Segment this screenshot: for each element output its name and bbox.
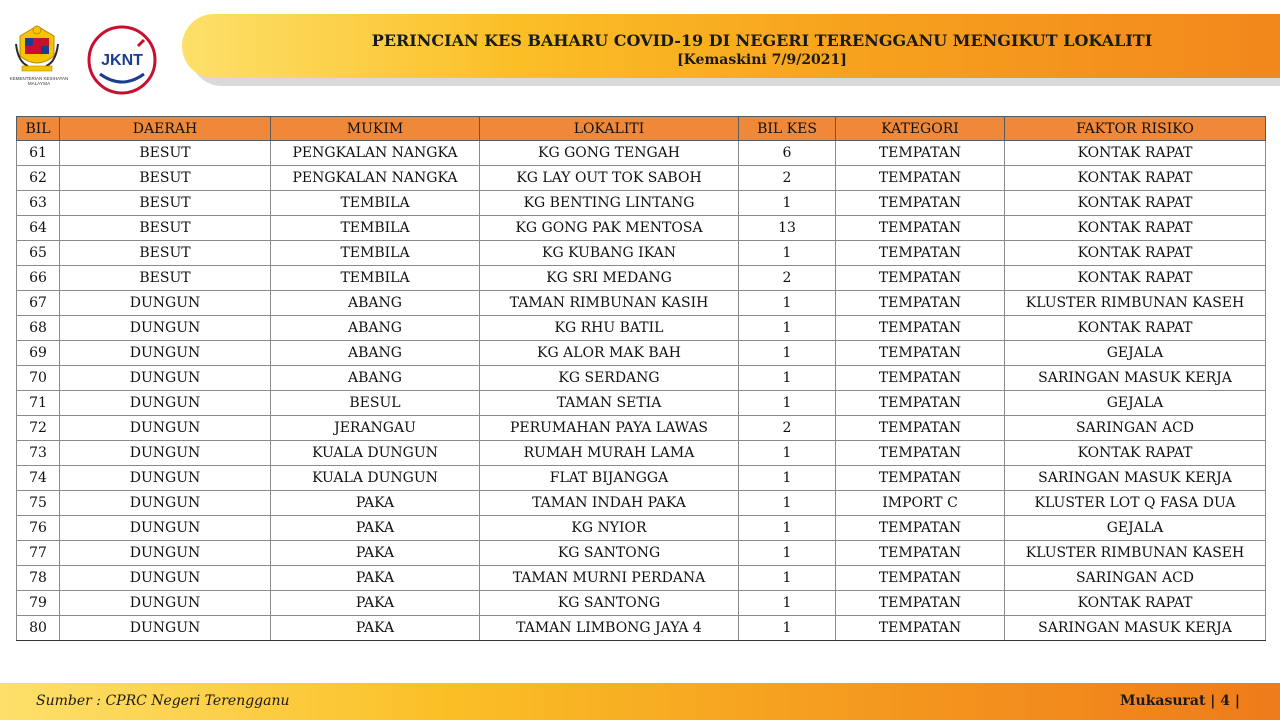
bil-cell: 74 [17, 466, 60, 491]
kategori-cell: TEMPATAN [836, 516, 1005, 541]
daerah-cell: DUNGUN [60, 616, 271, 641]
daerah-cell: BESUT [60, 266, 271, 291]
table-row [17, 466, 1266, 491]
table-row [17, 216, 1266, 241]
lokaliti-cell: KG SANTONG [480, 591, 739, 616]
faktor-risiko-cell: KLUSTER RIMBUNAN KASEH [1005, 291, 1266, 316]
page-number: Mukasurat | 4 | [1120, 693, 1240, 709]
lokaliti-cell: KG KUBANG IKAN [480, 241, 739, 266]
faktor-risiko-cell: KONTAK RAPAT [1005, 191, 1266, 216]
daerah-cell: BESUT [60, 216, 271, 241]
column-header-bil-kes: BIL KES [739, 117, 836, 141]
lokaliti-cell: KG SERDANG [480, 366, 739, 391]
kategori-cell: TEMPATAN [836, 441, 1005, 466]
daerah-cell: DUNGUN [60, 291, 271, 316]
kategori-cell: TEMPATAN [836, 566, 1005, 591]
faktor-risiko-cell: KONTAK RAPAT [1005, 166, 1266, 191]
lokaliti-cell: KG NYIOR [480, 516, 739, 541]
lokaliti-cell: PERUMAHAN PAYA LAWAS [480, 416, 739, 441]
lokaliti-cell: KG GONG TENGAH [480, 141, 739, 166]
lokaliti-cell: KG SRI MEDANG [480, 266, 739, 291]
daerah-cell: DUNGUN [60, 341, 271, 366]
lokaliti-cell: KG BENTING LINTANG [480, 191, 739, 216]
daerah-cell: BESUT [60, 141, 271, 166]
kategori-cell: TEMPATAN [836, 216, 1005, 241]
mukim-cell: PENGKALAN NANGKA [271, 141, 480, 166]
faktor-risiko-cell: SARINGAN MASUK KERJA [1005, 366, 1266, 391]
bil-cell: 80 [17, 616, 60, 641]
lokaliti-cell: KG SANTONG [480, 541, 739, 566]
table-row [17, 191, 1266, 216]
bil-cell: 63 [17, 191, 60, 216]
bil-cell: 64 [17, 216, 60, 241]
mukim-cell: ABANG [271, 291, 480, 316]
malaysia-crest-icon [14, 22, 60, 76]
mukim-cell: TEMBILA [271, 216, 480, 241]
mukim-cell: TEMBILA [271, 191, 480, 216]
lokaliti-cell: RUMAH MURAH LAMA [480, 441, 739, 466]
bil-kes-cell: 1 [739, 491, 836, 516]
bil-kes-cell: 1 [739, 341, 836, 366]
bil-kes-cell: 1 [739, 366, 836, 391]
mukim-cell: JERANGAU [271, 416, 480, 441]
faktor-risiko-cell: GEJALA [1005, 391, 1266, 416]
kategori-cell: TEMPATAN [836, 141, 1005, 166]
kategori-cell: TEMPATAN [836, 241, 1005, 266]
table-row [17, 266, 1266, 291]
bil-kes-cell: 13 [739, 216, 836, 241]
table-row [17, 566, 1266, 591]
faktor-risiko-cell: SARINGAN ACD [1005, 566, 1266, 591]
daerah-cell: DUNGUN [60, 316, 271, 341]
bil-cell: 77 [17, 541, 60, 566]
daerah-cell: DUNGUN [60, 466, 271, 491]
bil-kes-cell: 1 [739, 391, 836, 416]
kategori-cell: TEMPATAN [836, 591, 1005, 616]
bil-kes-cell: 1 [739, 516, 836, 541]
daerah-cell: DUNGUN [60, 541, 271, 566]
bil-kes-cell: 1 [739, 566, 836, 591]
kategori-cell: TEMPATAN [836, 391, 1005, 416]
bil-kes-cell: 1 [739, 616, 836, 641]
bil-cell: 75 [17, 491, 60, 516]
kategori-cell: TEMPATAN [836, 541, 1005, 566]
bil-kes-cell: 1 [739, 441, 836, 466]
table-row [17, 141, 1266, 166]
faktor-risiko-cell: KLUSTER LOT Q FASA DUA [1005, 491, 1266, 516]
mukim-cell: PAKA [271, 591, 480, 616]
bil-cell: 76 [17, 516, 60, 541]
bil-kes-cell: 6 [739, 141, 836, 166]
page-title: PERINCIAN KES BAHARU COVID-19 DI NEGERI TERENGGANU MENGIKUT LOKALITI [371, 31, 1153, 50]
jknt-logo-text: JKNT [101, 52, 143, 69]
mukim-cell: TEMBILA [271, 241, 480, 266]
lokaliti-cell: TAMAN MURNI PERDANA [480, 566, 739, 591]
mukim-cell: TEMBILA [271, 266, 480, 291]
table-row [17, 341, 1266, 366]
kategori-cell: TEMPATAN [836, 616, 1005, 641]
daerah-cell: DUNGUN [60, 366, 271, 391]
mukim-cell: PENGKALAN NANGKA [271, 166, 480, 191]
table-row [17, 491, 1266, 516]
faktor-risiko-cell: KONTAK RAPAT [1005, 216, 1266, 241]
bil-kes-cell: 2 [739, 266, 836, 291]
bil-kes-cell: 1 [739, 191, 836, 216]
bil-kes-cell: 2 [739, 416, 836, 441]
bil-kes-cell: 2 [739, 166, 836, 191]
kategori-cell: TEMPATAN [836, 416, 1005, 441]
table-body [17, 141, 1266, 641]
table-row [17, 441, 1266, 466]
kategori-cell: TEMPATAN [836, 191, 1005, 216]
faktor-risiko-cell: KONTAK RAPAT [1005, 316, 1266, 341]
daerah-cell: DUNGUN [60, 441, 271, 466]
column-header-mukim: MUKIM [271, 117, 480, 141]
bil-kes-cell: 1 [739, 316, 836, 341]
kategori-cell: IMPORT C [836, 491, 1005, 516]
bil-cell: 69 [17, 341, 60, 366]
faktor-risiko-cell: GEJALA [1005, 341, 1266, 366]
mukim-cell: ABANG [271, 341, 480, 366]
mukim-cell: PAKA [271, 491, 480, 516]
column-header-kategori: KATEGORI [836, 117, 1005, 141]
bil-cell: 61 [17, 141, 60, 166]
kategori-cell: TEMPATAN [836, 466, 1005, 491]
bil-cell: 73 [17, 441, 60, 466]
lokaliti-cell: TAMAN SETIA [480, 391, 739, 416]
table-row [17, 541, 1266, 566]
bil-kes-cell: 1 [739, 466, 836, 491]
kategori-cell: TEMPATAN [836, 366, 1005, 391]
daerah-cell: BESUT [60, 241, 271, 266]
bil-cell: 62 [17, 166, 60, 191]
table-row [17, 316, 1266, 341]
mukim-cell: PAKA [271, 516, 480, 541]
lokaliti-cell: TAMAN LIMBONG JAYA 4 [480, 616, 739, 641]
kategori-cell: TEMPATAN [836, 166, 1005, 191]
faktor-risiko-cell: GEJALA [1005, 516, 1266, 541]
bil-kes-cell: 1 [739, 291, 836, 316]
table-row [17, 616, 1266, 641]
table-row [17, 241, 1266, 266]
kategori-cell: TEMPATAN [836, 316, 1005, 341]
daerah-cell: DUNGUN [60, 391, 271, 416]
daerah-cell: DUNGUN [60, 516, 271, 541]
kategori-cell: TEMPATAN [836, 341, 1005, 366]
bil-cell: 79 [17, 591, 60, 616]
table-row [17, 166, 1266, 191]
ministry-caption: KEMENTERIAN KESIHATAN MALAYSIA [9, 76, 69, 86]
lokaliti-cell: FLAT BIJANGGA [480, 466, 739, 491]
table-row [17, 591, 1266, 616]
bil-cell: 72 [17, 416, 60, 441]
footer-source: Sumber : CPRC Negeri Terengganu [36, 693, 290, 709]
bil-cell: 65 [17, 241, 60, 266]
bil-kes-cell: 1 [739, 591, 836, 616]
faktor-risiko-cell: KLUSTER RIMBUNAN KASEH [1005, 541, 1266, 566]
faktor-risiko-cell: KONTAK RAPAT [1005, 266, 1266, 291]
column-header-faktor-risiko: FAKTOR RISIKO [1005, 117, 1266, 141]
bil-cell: 68 [17, 316, 60, 341]
daerah-cell: DUNGUN [60, 591, 271, 616]
lokaliti-cell: KG LAY OUT TOK SABOH [480, 166, 739, 191]
table-row [17, 366, 1266, 391]
table-row [17, 516, 1266, 541]
page-subtitle: [Kemaskini 7/9/2021] [677, 52, 847, 68]
faktor-risiko-cell: SARINGAN MASUK KERJA [1005, 616, 1266, 641]
bil-cell: 67 [17, 291, 60, 316]
faktor-risiko-cell: KONTAK RAPAT [1005, 141, 1266, 166]
bil-kes-cell: 1 [739, 541, 836, 566]
lokaliti-cell: KG GONG PAK MENTOSA [480, 216, 739, 241]
lokaliti-cell: TAMAN INDAH PAKA [480, 491, 739, 516]
table-row [17, 391, 1266, 416]
daerah-cell: BESUT [60, 191, 271, 216]
mukim-cell: BESUL [271, 391, 480, 416]
mukim-cell: ABANG [271, 316, 480, 341]
daerah-cell: BESUT [60, 166, 271, 191]
lokaliti-cell: KG ALOR MAK BAH [480, 341, 739, 366]
column-header-bil: BIL [17, 117, 60, 141]
mukim-cell: KUALA DUNGUN [271, 466, 480, 491]
faktor-risiko-cell: KONTAK RAPAT [1005, 441, 1266, 466]
table-row [17, 416, 1266, 441]
table-header-row [17, 117, 1266, 141]
table-row [17, 291, 1266, 316]
kategori-cell: TEMPATAN [836, 291, 1005, 316]
cases-table [16, 116, 1266, 641]
faktor-risiko-cell: SARINGAN ACD [1005, 416, 1266, 441]
jknt-logo-icon [86, 24, 158, 96]
bil-cell: 71 [17, 391, 60, 416]
daerah-cell: DUNGUN [60, 566, 271, 591]
lokaliti-cell: KG RHU BATIL [480, 316, 739, 341]
mukim-cell: ABANG [271, 366, 480, 391]
mukim-cell: PAKA [271, 616, 480, 641]
faktor-risiko-cell: KONTAK RAPAT [1005, 591, 1266, 616]
lokaliti-cell: TAMAN RIMBUNAN KASIH [480, 291, 739, 316]
kategori-cell: TEMPATAN [836, 266, 1005, 291]
bil-cell: 78 [17, 566, 60, 591]
column-header-lokaliti: LOKALITI [480, 117, 739, 141]
bil-cell: 66 [17, 266, 60, 291]
faktor-risiko-cell: KONTAK RAPAT [1005, 241, 1266, 266]
faktor-risiko-cell: SARINGAN MASUK KERJA [1005, 466, 1266, 491]
bil-cell: 70 [17, 366, 60, 391]
daerah-cell: DUNGUN [60, 416, 271, 441]
mukim-cell: PAKA [271, 566, 480, 591]
column-header-daerah: DAERAH [60, 117, 271, 141]
mukim-cell: KUALA DUNGUN [271, 441, 480, 466]
bil-kes-cell: 1 [739, 241, 836, 266]
daerah-cell: DUNGUN [60, 491, 271, 516]
mukim-cell: PAKA [271, 541, 480, 566]
